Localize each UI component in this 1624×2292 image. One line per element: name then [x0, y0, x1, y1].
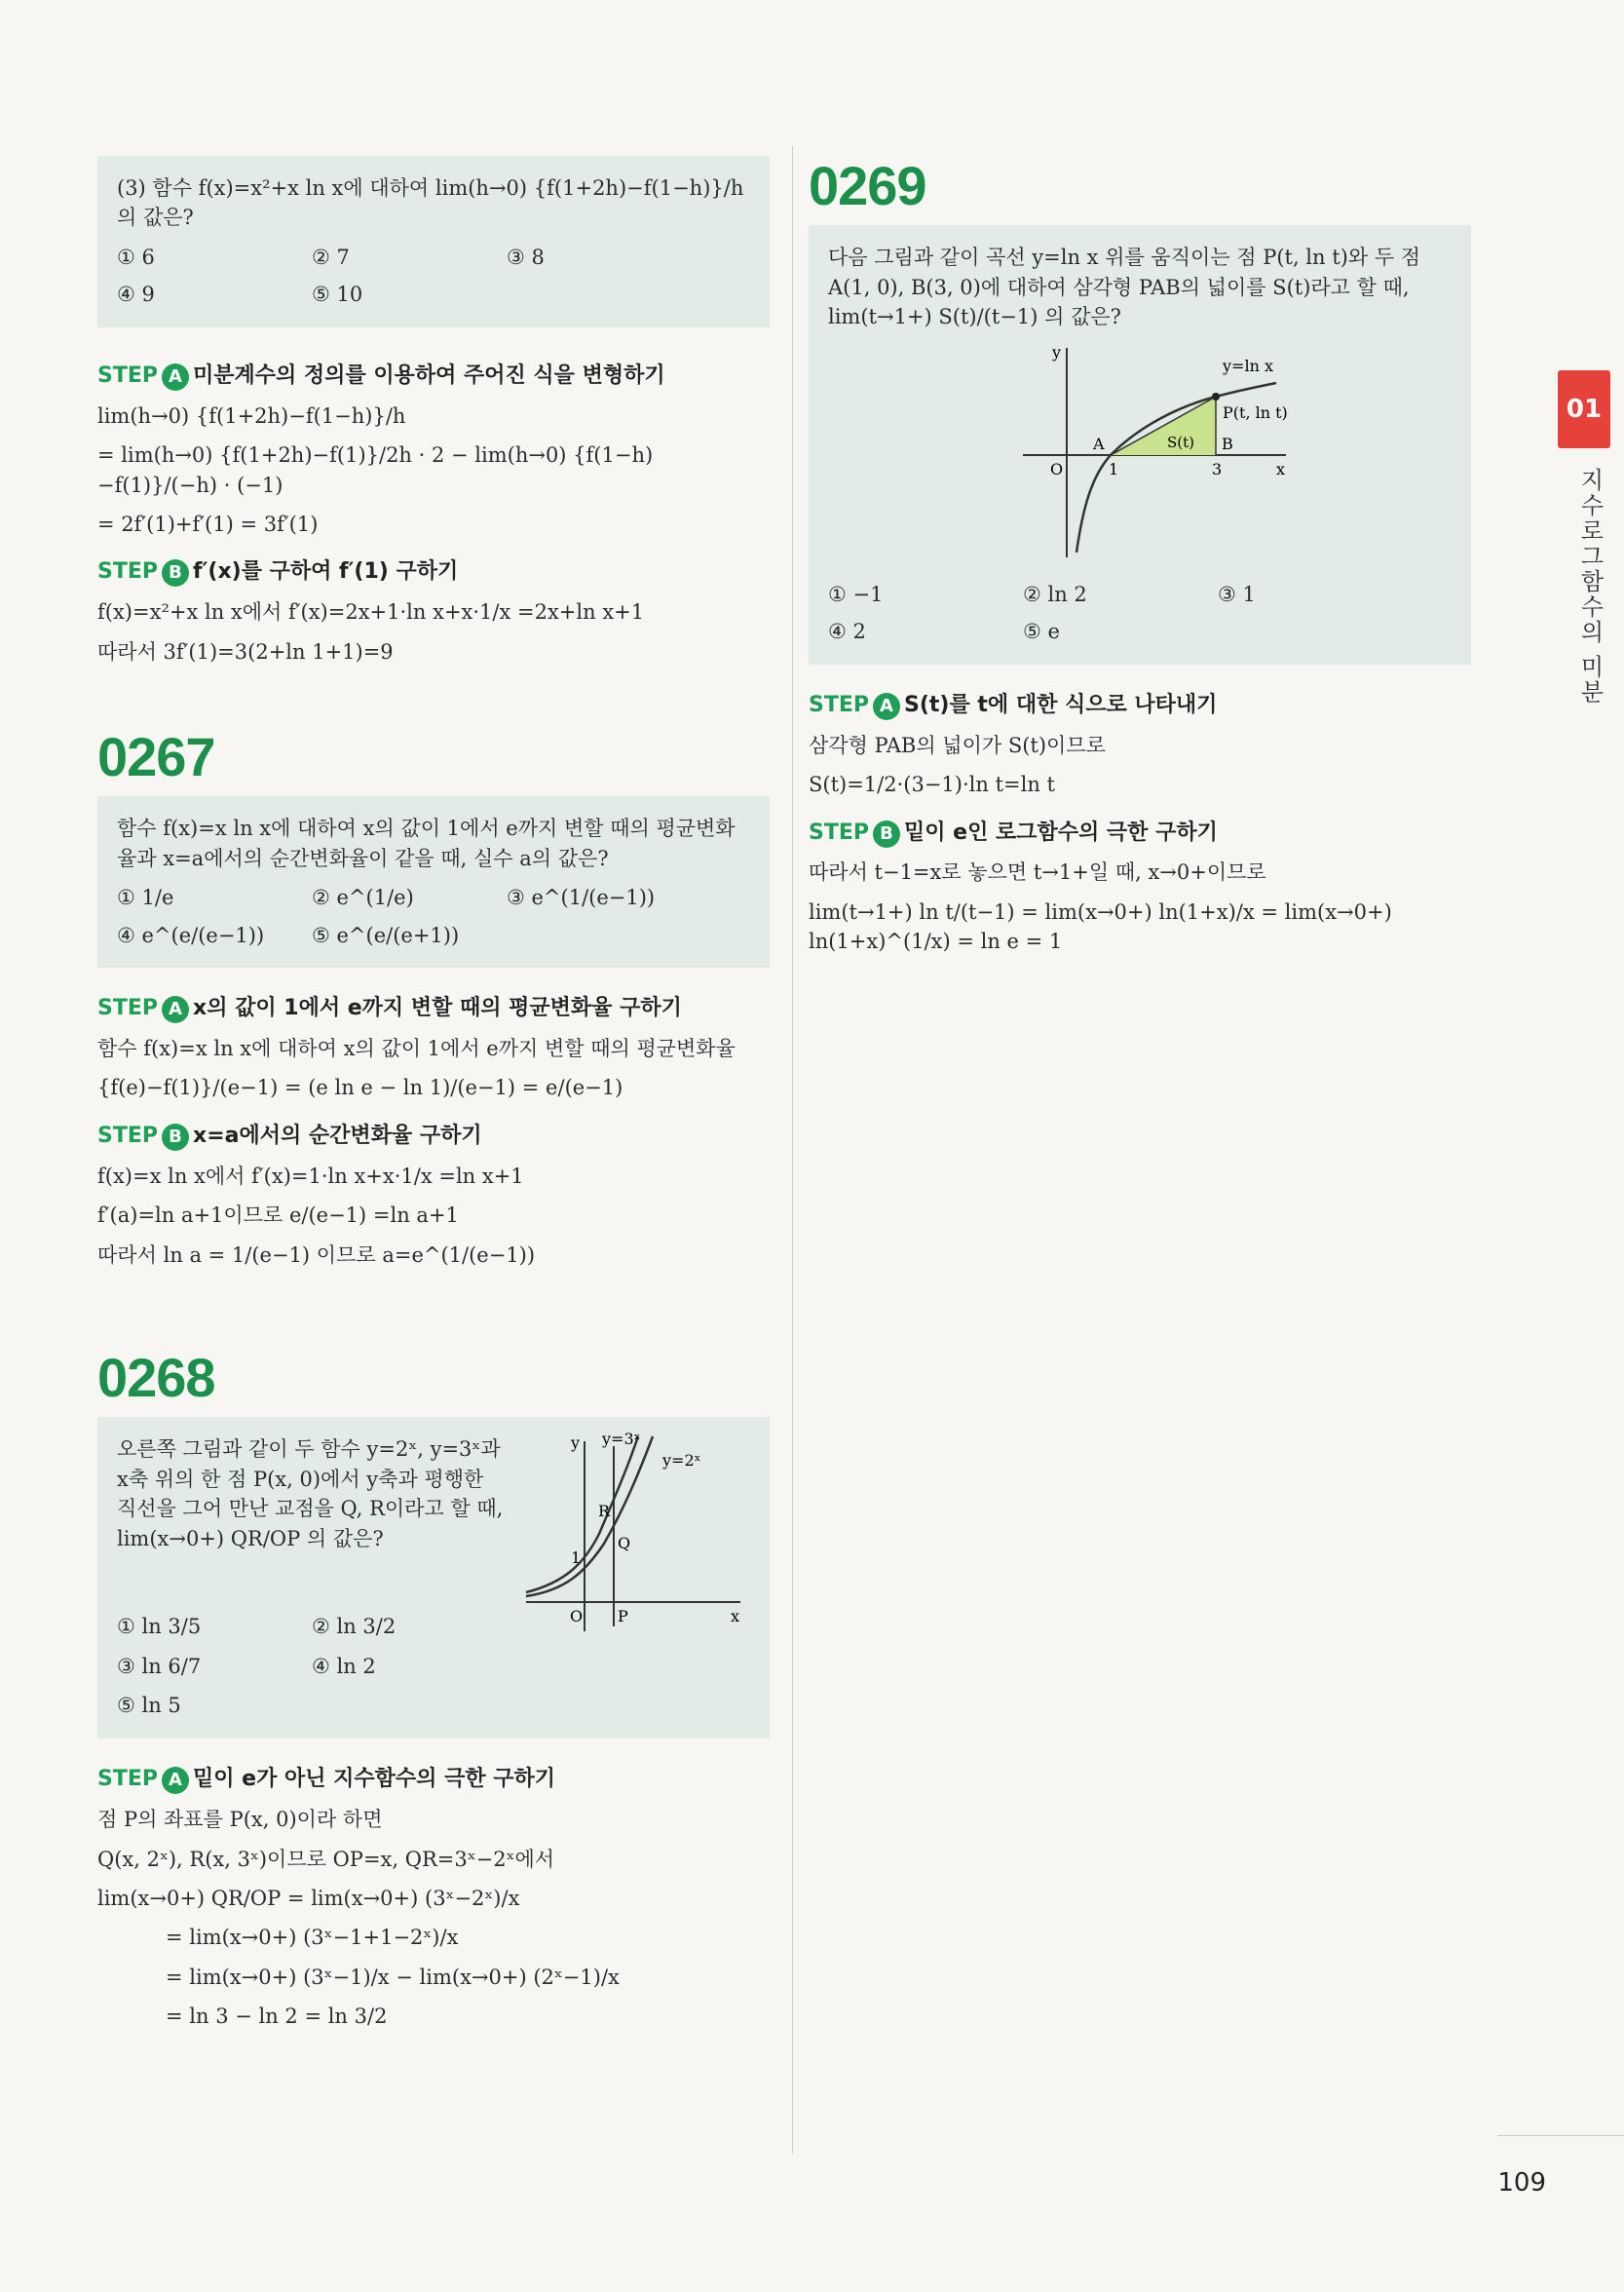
choice[interactable]: ① −1	[828, 582, 884, 606]
solution-line: = 2f′(1)+f′(1) = 3f′(1)	[97, 512, 319, 536]
choice[interactable]: ② 7	[312, 245, 350, 269]
choice-list	[828, 580, 1452, 647]
step-a-heading: STEP A 밑이 e가 아닌 지수함수의 극한 구하기	[97, 1764, 770, 1795]
problem-number: 0267	[97, 726, 215, 788]
question-text: 다음 그림과 같이 곡선 y=ln x 위를 움직이는 점 P(t, ln t)와 두 점 A(1, 0), B(3, 0)에 대하여 삼각형 PAB의 넓이를 S(t)라고 할 때, lim(t→1+) S(t)/(t−1) 의 값은?	[828, 246, 1421, 329]
step-b-heading: STEP B 밑이 e인 로그함수의 극한 구하기	[809, 818, 1471, 849]
solution-line: lim(x→0+) QR/OP = lim(x→0+) (3ˣ−2ˣ)/x	[97, 1887, 520, 1911]
axis-label-x: x	[731, 1607, 740, 1626]
step-b-heading: STEP B f′(x)를 구하여 f′(1) 구하기	[97, 556, 770, 588]
choice[interactable]: ① ln 3/5	[117, 1615, 202, 1639]
step-a-heading: STEP A S(t)를 t에 대한 식으로 나타내기	[809, 690, 1471, 721]
chapter-tab[interactable]: 01	[1558, 370, 1610, 448]
point-label-p: P(t, ln t)	[1223, 402, 1288, 422]
choice-list	[117, 1612, 487, 1720]
choice[interactable]: ③ ln 6/7	[117, 1654, 202, 1678]
choice[interactable]: ③ 8	[507, 245, 545, 269]
solution-line: 따라서 t−1=x로 놓으면 t→1+일 때, x→0+이므로	[809, 860, 1266, 885]
choice[interactable]: ⑤ e	[1023, 620, 1060, 644]
solution-line: = ln 3 − ln 2 = ln 3/2	[166, 2005, 388, 2029]
question-text: 오른쪽 그림과 같이 두 함수 y=2ˣ, y=3ˣ과 x축 위의 한 점 P(x, 0)에서 y축과 평행한 직선을 그어 만난 교점을 Q, R이라고 할 때, lim(x→0+) QR/OP 의 값은?	[117, 1437, 504, 1550]
point-label-a: A	[1093, 434, 1105, 453]
solution-line: 함수 f(x)=x ln x에 대하여 x의 값이 1에서 e까지 변할 때의 평균변화율	[97, 1036, 736, 1060]
problem-0269-box	[809, 225, 1471, 665]
choice[interactable]: ④ 2	[828, 620, 866, 644]
choice[interactable]: ④ ln 2	[312, 1654, 376, 1678]
step-a-heading: STEP A x의 값이 1에서 e까지 변할 때의 평균변화율 구하기	[97, 993, 770, 1024]
choice[interactable]: ① 6	[117, 245, 155, 269]
tick-label: 3	[1212, 459, 1223, 478]
choice[interactable]: ② ln 2	[1023, 582, 1087, 606]
question-text: (3) 함수 f(x)=x²+x ln x에 대하여 lim(h→0) {f(1+2h)−f(1−h)}/h 의 값은?	[117, 176, 744, 230]
solution-line: 따라서 ln a = 1/(e−1) 이므로 a=e^(1/(e−1))	[97, 1242, 536, 1267]
origin-label: O	[1050, 459, 1064, 478]
left-column	[97, 156, 770, 2032]
choice[interactable]: ⑤ 10	[312, 283, 363, 307]
choice[interactable]: ⑤ ln 5	[117, 1694, 181, 1718]
solution-line: = lim(x→0+) (3ˣ−1+1−2ˣ)/x	[166, 1926, 459, 1950]
axis-label-y: y	[1052, 342, 1062, 362]
exponential-graph	[516, 1427, 750, 1641]
problem-0267-box	[97, 796, 770, 968]
curve-label: y=2ˣ	[662, 1451, 701, 1471]
point-label-r: R	[598, 1502, 611, 1521]
axis-label-x: x	[1276, 459, 1286, 478]
point-label-p: P	[618, 1607, 628, 1626]
area-label: S(t)	[1167, 433, 1195, 451]
solution-line: S(t)=1/2·(3−1)·ln t=ln t	[809, 773, 1055, 797]
curve-label: y=ln x	[1223, 356, 1273, 375]
right-column	[809, 146, 1471, 957]
choice[interactable]: ⑤ e^(e/(e+1))	[312, 923, 460, 947]
step-b-heading: STEP B x=a에서의 순간변화율 구하기	[97, 1121, 770, 1152]
problem-0268-box	[97, 1417, 770, 1738]
problem-0266-3-box	[97, 156, 770, 327]
choice-list	[117, 883, 750, 950]
curve-label: y=3ˣ	[602, 1430, 641, 1449]
tick-label: 1	[571, 1548, 582, 1568]
solution-line: f(x)=x ln x에서 f′(x)=1·ln x+x·1/x =ln x+1	[97, 1164, 524, 1188]
solution-line: f(x)=x²+x ln x에서 f′(x)=2x+1·ln x+x·1/x =2x+ln x+1	[97, 600, 645, 625]
choice[interactable]: ③ 1	[1218, 582, 1256, 606]
solution-line: lim(h→0) {f(1+2h)−f(1−h)}/h	[97, 403, 406, 428]
point-label-b: B	[1222, 434, 1233, 453]
axis-label-y: y	[571, 1433, 581, 1453]
problem-number: 0268	[97, 1347, 215, 1409]
solution-line: 따라서 3f′(1)=3(2+ln 1+1)=9	[97, 639, 394, 664]
tick-label: 1	[1109, 459, 1119, 478]
question-text: 함수 f(x)=x ln x에 대하여 x의 값이 1에서 e까지 변할 때의 평균변화율과 x=a에서의 순간변화율이 같을 때, 실수 a의 값은?	[117, 817, 736, 870]
choice[interactable]: ② ln 3/2	[312, 1615, 397, 1639]
footer-rule	[1497, 2135, 1624, 2136]
choice[interactable]: ③ e^(1/(e−1))	[507, 886, 656, 910]
chapter-title: 지수로그함수의 미분	[1576, 468, 1604, 706]
column-divider	[792, 146, 793, 2154]
choice-list	[117, 243, 750, 310]
choice[interactable]: ② e^(1/e)	[312, 886, 414, 910]
solution-line: 삼각형 PAB의 넓이가 S(t)이므로	[809, 733, 1106, 757]
choice[interactable]: ① 1/e	[117, 886, 174, 910]
problem-number: 0269	[809, 155, 926, 216]
solution-line: {f(e)−f(1)}/(e−1) = (e ln e − ln 1)/(e−1) = e/(e−1)	[97, 1076, 623, 1100]
choice[interactable]: ④ e^(e/(e−1))	[117, 923, 265, 947]
log-graph	[828, 338, 1452, 562]
step-a-heading: STEP A 미분계수의 정의를 이용하여 주어진 식을 변형하기	[97, 361, 770, 392]
page-number: 109	[1497, 2168, 1546, 2198]
solution-line: Q(x, 2ˣ), R(x, 3ˣ)이므로 OP=x, QR=3ˣ−2ˣ에서	[97, 1847, 555, 1871]
solution-line: = lim(h→0) {f(1+2h)−f(1)}/2h · 2 − lim(h→0) {f(1−h)−f(1)}/(−h) · (−1)	[97, 443, 654, 497]
choice[interactable]: ④ 9	[117, 283, 155, 307]
solution-line: 점 P의 좌표를 P(x, 0)이라 하면	[97, 1808, 383, 1832]
solution-line: = lim(x→0+) (3ˣ−1)/x − lim(x→0+) (2ˣ−1)/x	[166, 1965, 620, 1989]
solution-line: lim(t→1+) ln t/(t−1) = lim(x→0+) ln(1+x)/x = lim(x→0+) ln(1+x)^(1/x) = ln e = 1	[809, 899, 1392, 954]
origin-label: O	[570, 1607, 584, 1626]
solution-line: f′(a)=ln a+1이므로 e/(e−1) =ln a+1	[97, 1203, 459, 1228]
point-label-q: Q	[618, 1534, 631, 1553]
